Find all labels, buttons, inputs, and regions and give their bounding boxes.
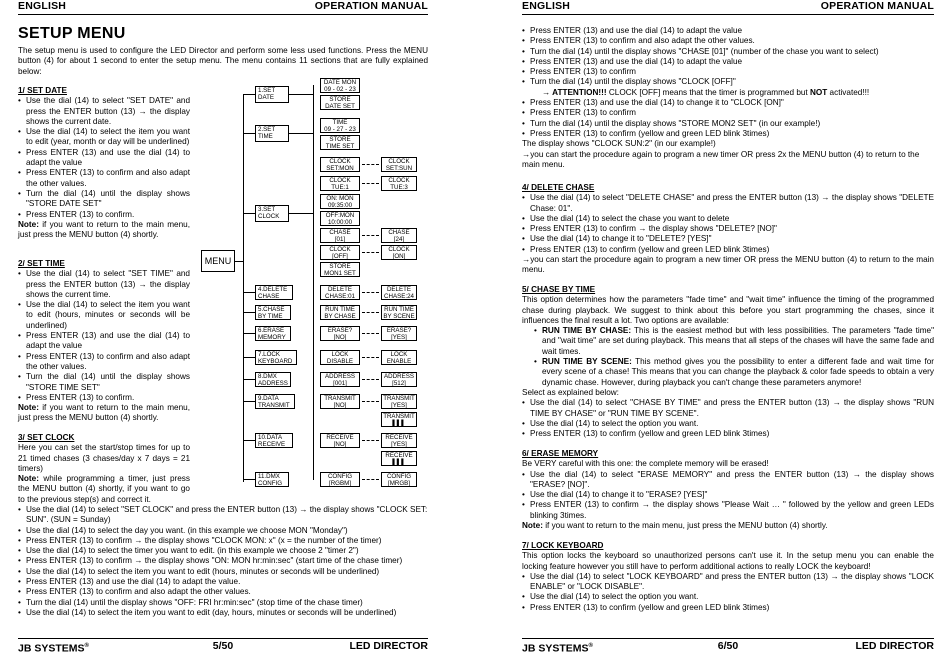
diagram-display-clock-off: CLOCK [OFF] [320, 245, 360, 260]
diagram-alt-clock-day: CLOCK TUE:3 [381, 176, 417, 191]
page-title: SETUP MENU [18, 25, 126, 42]
list-item: • Use the dial (14) to select the item you want to edit (hours, minutes or seconds will be underlined) [18, 300, 190, 331]
dashed-connector [362, 333, 379, 334]
diagram-display-delete: DELETE CHASE:01 [320, 285, 360, 300]
list-item: • Use the dial (14) to select "SET TIME" and press the ENTER button (13) → the display shows the current time. [18, 269, 190, 300]
diagram-display-address: ADDRESS [001] [320, 372, 360, 387]
list-item: • Press ENTER (13) and use the dial (14) to adapt the value [18, 148, 190, 169]
right-page [522, 0, 934, 654]
diagram-lock-keyboard: 7.LOCK KEYBOARD [255, 350, 297, 365]
list-item: • Press ENTER (13) and use the dial (14) to adapt the value [522, 26, 934, 36]
connector-line [235, 261, 243, 262]
intro-paragraph: The setup menu is used to configure the LED Director and perform some less used functions. Press the MENU button (4) for about 1 second to enter the setup menu. The menu contains 11 sections that are fully explained below: [18, 46, 428, 76]
list-item: • Press ENTER (13) to confirm and also adapt the other values. [18, 587, 428, 597]
diagram-alt-config: CONFIG [MRGB] [381, 472, 417, 487]
paragraph: This option determines how the parameters "fade time" and "wait time" influence the timing of the programmed chase during playback. We suggest to think about this before you start programming the chases, since it influences the final result a lot. Two options are available: [522, 295, 934, 325]
dashed-connector [362, 164, 379, 165]
list-item: • Turn the dial (14) until the display shows "CHASE [01]" (number of the chase you want to select) [522, 47, 934, 57]
dashed-connector [362, 312, 379, 313]
section-heading: 3/ SET CLOCK [18, 433, 75, 442]
connector-line [243, 440, 255, 441]
list-item: • Press ENTER (13) to confirm [522, 108, 934, 118]
diagram-set-date: 1.SET DATE [255, 86, 289, 103]
list-item: • Use the dial (14) to select "DELETE CHASE" and press the ENTER button (13) → the display shows "DELETE Chase: 01". [522, 193, 934, 214]
list-item: • Press ENTER (13) to confirm and also adapt the other values. [18, 168, 190, 189]
diagram-alt-clock-set: CLOCK SET:SUN [381, 157, 417, 172]
list-item: • Press ENTER (13) to confirm → the display shows "CLOCK MON: x" (x = the number of the timer) [18, 536, 428, 546]
diagram-dmx-config: 11.DMX CONFIG [255, 472, 289, 487]
connector-line [243, 357, 255, 358]
connector-line [243, 401, 255, 402]
list-item: • RUN TIME BY SCENE: This method gives you the possibility to enter a different fade and wait time for every scene of a chase! This means that you can change the playback & color fade speeds to obtain a very dynamic chase. However, during playback you can't change these parameters anymore! [534, 357, 934, 388]
diagram-set-time: 2.SET TIME [255, 125, 289, 142]
diagram-display-transmit: TRANSMIT [NO] [320, 394, 360, 409]
diagram-display-store-mon: STORE MON1 SET [320, 262, 360, 277]
list-item: • Use the dial (14) to select the item you want to edit (hours, minutes or seconds will be underlined) [18, 567, 428, 577]
diagram-alt-delete: DELETE CHASE:24 [381, 285, 417, 300]
list-item: • Use the dial (14) to select the option you want. [522, 419, 934, 429]
list-item: • Turn the dial (14) until the display shows "CLOCK [OFF]" [522, 77, 934, 87]
diagram-alt-transmit-yes: TRANSMIT [YES] [381, 394, 417, 409]
connector-line [289, 213, 313, 214]
list-item: • RUN TIME BY CHASE: This is the easiest method but with less possibilities. The parameters "fade time" and "wait time" are set during playback. This means that all steps of the chases will have the same fade and wait times. [534, 326, 934, 357]
list-item: • Use the dial (14) to select the item you want to edit (day, hours, minutes or seconds will be underlined) [18, 608, 428, 618]
set-time-steps [18, 269, 190, 403]
diagram-alt-erase: ERASE? [YES] [381, 326, 417, 341]
connector-line [243, 333, 255, 334]
list-item: • Press ENTER (13) to confirm [522, 67, 934, 77]
section-lock-keyboard [522, 541, 934, 613]
dashed-connector [362, 379, 379, 380]
dashed-connector [362, 252, 379, 253]
diagram-display-receive: RECEIVE [NO] [320, 433, 360, 448]
connector-line [243, 312, 255, 313]
chase-steps [522, 398, 934, 439]
diagram-display-clock-set: CLOCK SET:MON [320, 157, 360, 172]
list-item: • Press ENTER (13) to confirm → the display shows "DELETE? [NO]" [522, 224, 934, 234]
connector-line [243, 292, 255, 293]
section-erase-memory [522, 449, 934, 531]
section-set-time [18, 259, 190, 424]
diagram-erase-memory: 6.ERASE MEMORY [255, 326, 291, 341]
header-language: ENGLISH [18, 0, 67, 12]
diagram-delete-chase: 4.DELETE CHASE [255, 285, 293, 300]
connector-line [289, 133, 313, 134]
note: Note: if you want to return to the main menu, just press the MENU button (4) shortly. [522, 521, 828, 531]
diagram-display-clock-day: CLOCK TUE:1 [320, 176, 360, 191]
list-item: • Use the dial (14) to select the chase you want to delete [522, 214, 934, 224]
section-set-date [18, 86, 190, 240]
list-item: • Press ENTER (13) to confirm and also adapt the other values. [18, 352, 190, 373]
diagram-alt-chase: CHASE [24] [381, 228, 417, 243]
diagram-display-store-date: STORE DATE SET [320, 95, 360, 110]
list-item: • Use the dial (14) to select "LOCK KEYBOARD" and press the ENTER button (13) → the display shows "LOCK ENABLE" or "LOCK DISABLE". [522, 572, 934, 593]
dashed-connector [362, 440, 379, 441]
diagram-alt-receive-yes: RECEIVE [YES] [381, 433, 417, 448]
set-clock-steps [18, 505, 428, 618]
section-heading: 2/ SET TIME [18, 259, 65, 268]
diagram-display-run-chase: RUN TIME BY CHASE [320, 305, 360, 320]
connector-line [243, 379, 255, 380]
page-number: 6/50 [717, 640, 739, 652]
list-item: • Use the dial (14) to change it to "DELETE? [YES]" [522, 234, 934, 244]
footer-product: LED DIRECTOR [855, 640, 934, 652]
section-delete-chase [522, 183, 934, 276]
list-item: • Turn the dial (14) until the display shows "STORE DATE SET" [18, 189, 190, 210]
paragraph: This option locks the keyboard so unauthorized persons can't use it. In the setup menu you can enable the locking feature however you still have to perform additional actions to really LOCK the keyboard! [522, 551, 934, 571]
list-item: • Press ENTER (13) to confirm → the display shows "ON: MON hr:min:sec" (start time of the chase timer) [18, 556, 428, 566]
section-chase-by-time [522, 285, 934, 439]
paragraph: The display shows "CLOCK SUN:2" (in our example!) [522, 139, 716, 149]
page-header [18, 1, 428, 15]
list-item: • Use the dial (14) to select "SET CLOCK" and press the ENTER button (13) → the display shows "CLOCK SET: SUN". (SUN = Sunday) [18, 505, 428, 526]
diagram-display-time: TIME 09 - 27 - 23 [320, 118, 360, 133]
list-item: • Use the dial (14) to select "CHASE BY TIME" and press the ENTER button (13) → the display shows "RUN TIME BY CHASE" or "RUN TIME BY SCENE". [522, 398, 934, 419]
list-item: • Press ENTER (13) to confirm. [18, 210, 190, 220]
paragraph: Be VERY careful with this one: the complete memory will be erased! [522, 459, 769, 469]
list-item: • Press ENTER (13) to confirm (yellow and green LED blink 3times) [522, 429, 934, 439]
setup-menu-diagram [185, 78, 415, 498]
list-item: • Use the dial (14) to select the item you want to edit (year, month or day will be underlined) [18, 127, 190, 148]
list-item: • Turn the dial (14) until the display shows "OFF: FRI hr:min:sec" (stop time of the chase timer) [18, 598, 428, 608]
section-heading: 6/ ERASE MEMORY [522, 449, 599, 458]
chase-options [522, 326, 934, 388]
dashed-connector [362, 235, 379, 236]
paragraph: →you can start the procedure again to program a new timer OR press the MENU button (4) to return to the main menu. [522, 255, 934, 275]
connector-line [243, 133, 255, 134]
paragraph: Select as explained below: [522, 387, 619, 397]
diagram-alt-clock-on: CLOCK [ON] [381, 245, 417, 260]
diagram-display-date: DATE MON 09 - 02 - 23 [320, 78, 360, 93]
diagram-alt-run-scene: RUN TIME BY SCENE [381, 305, 417, 320]
page-header [522, 1, 934, 15]
page-footer [18, 638, 428, 653]
set-date-steps [18, 96, 190, 220]
list-item: • Press ENTER (13) and use the dial (14) to change it to "CLOCK [ON]" [522, 98, 934, 108]
list-item: • Press ENTER (13) and use the dial (14) to adapt the value [18, 331, 190, 352]
connector-line [289, 94, 313, 95]
diagram-alt-lock: LOCK ENABLE [381, 350, 417, 365]
list-item: • Press ENTER (13) to confirm. [18, 393, 190, 403]
diagram-display-store-time: STORE TIME SET [320, 135, 360, 150]
clock-steps-2 [522, 98, 934, 139]
header-language: ENGLISH [522, 0, 571, 12]
page-footer [522, 638, 934, 653]
dashed-connector [362, 479, 379, 480]
connector-line [313, 85, 314, 480]
section-heading: 5/ CHASE BY TIME [522, 285, 596, 294]
section-heading: 7/ LOCK KEYBOARD [522, 541, 604, 550]
list-item: • Use the dial (14) to change it to "ERASE? [YES]" [522, 490, 934, 500]
diagram-dmx-address: 8.DMX ADDRESS [255, 372, 291, 387]
page-number: 5/50 [212, 640, 234, 652]
erase-steps [522, 470, 934, 521]
list-item: • Press ENTER (13) and use the dial (14) to adapt the value. [18, 577, 428, 587]
dashed-connector [362, 292, 379, 293]
section-heading: 1/ SET DATE [18, 86, 67, 95]
section-set-clock [18, 433, 190, 505]
diagram-display-config: CONFIG [RGBM] [320, 472, 360, 487]
diagram-data-transmit: 9.DATA TRANSMIT [255, 394, 295, 409]
list-item: • Press ENTER (13) to confirm (yellow and green LED blink 3times) [522, 603, 934, 613]
clock-steps [522, 26, 934, 88]
note: Note: if you want to return to the main menu, just press the MENU button (4) shortly. [18, 403, 190, 423]
list-item: • Turn the dial (14) until the display shows "STORE TIME SET" [18, 372, 190, 393]
diagram-data-receive: 10.DATA RECEIVE [255, 433, 293, 448]
lock-steps [522, 572, 934, 613]
dashed-connector [362, 401, 379, 402]
connector-line [243, 94, 255, 95]
connector-line [243, 479, 255, 480]
list-item: • Use the dial (14) to select "ERASE MEMORY" and press the ENTER button (13) → the display shows "ERASE? [NO]". [522, 470, 934, 491]
footer-brand: JB SYSTEMS® [18, 642, 89, 654]
diagram-alt-receive-bars: RECEIVE ▌▌▌ [381, 451, 417, 466]
diagram-display-erase: ERASE? [NO] [320, 326, 360, 341]
list-item: • Press ENTER (13) to confirm (yellow and green LED blink 3times) [522, 129, 934, 139]
diagram-display-on-time: ON: MON 09:35:00 [320, 194, 360, 209]
note: Note: if you want to return to the main menu, just press the MENU button (4) shortly. [18, 219, 190, 240]
footer-product: LED DIRECTOR [349, 640, 428, 652]
list-item: • Use the dial (14) to select "SET DATE" and press the ENTER button (13) → the display shows the current date. [18, 96, 190, 127]
list-item: • Press ENTER (13) to confirm and also adapt the other values. [522, 36, 934, 46]
paragraph: Here you can set the start/stop times for up to 21 timed chases (3 chases/day x 7 days = 21 timers) [18, 443, 190, 473]
list-item: • Use the dial (14) to select the option you want. [522, 592, 934, 602]
menu-box: MENU [201, 250, 235, 272]
diagram-alt-transmit-bars: TRANSMIT ▌▌▌ [381, 412, 417, 427]
list-item: • Use the dial (14) to select the timer you want to edit. (in this example we choose 2 "timer 2") [18, 546, 428, 556]
diagram-set-clock: 3.SET CLOCK [255, 205, 289, 222]
header-manual-title: OPERATION MANUAL [314, 0, 428, 12]
diagram-alt-address: ADDRESS [512] [381, 372, 417, 387]
delete-steps [522, 193, 934, 255]
dashed-connector [362, 183, 379, 184]
footer-brand: JB SYSTEMS® [522, 642, 593, 654]
diagram-display-off-time: OFF:MON 10:00:00 [320, 211, 360, 226]
diagram-display-lock: LOCK DISABLE [320, 350, 360, 365]
connector-line [243, 94, 244, 482]
paragraph: →you can start the procedure again to program a new timer OR press 2x the MENU button (4) to return to the main menu. [522, 149, 920, 169]
section-heading: 4/ DELETE CHASE [522, 183, 595, 192]
list-item: • Press ENTER (13) to confirm → the display shows "Please Wait … " followed by the yellow and green LEDs blinking 3times. [522, 500, 934, 521]
header-manual-title: OPERATION MANUAL [820, 0, 934, 12]
dashed-connector [362, 357, 379, 358]
list-item: • Turn the dial (14) until the display shows "STORE MON2 SET" (in our example!) [522, 119, 934, 129]
diagram-display-chase: CHASE [01] [320, 228, 360, 243]
set-clock-continued [522, 26, 934, 170]
list-item: • Press ENTER (13) and use the dial (14) to adapt the value [522, 57, 934, 67]
attention-note: → ATTENTION!!! CLOCK [OFF] means that the timer is programmed but NOT activated!!! [542, 87, 870, 97]
note: Note: while programming a timer, just press the MENU button (4) shortly, if you want to go to the previous step(s) and correct it. [18, 474, 190, 504]
list-item: • Press ENTER (13) to confirm (yellow and green LED blink 3times) [522, 245, 934, 255]
list-item: • Use the dial (14) to select the day you want. (in this example we choose MON "Monday") [18, 526, 428, 536]
connector-line [243, 213, 255, 214]
diagram-chase-by-time: 5.CHASE BY TIME [255, 305, 291, 320]
